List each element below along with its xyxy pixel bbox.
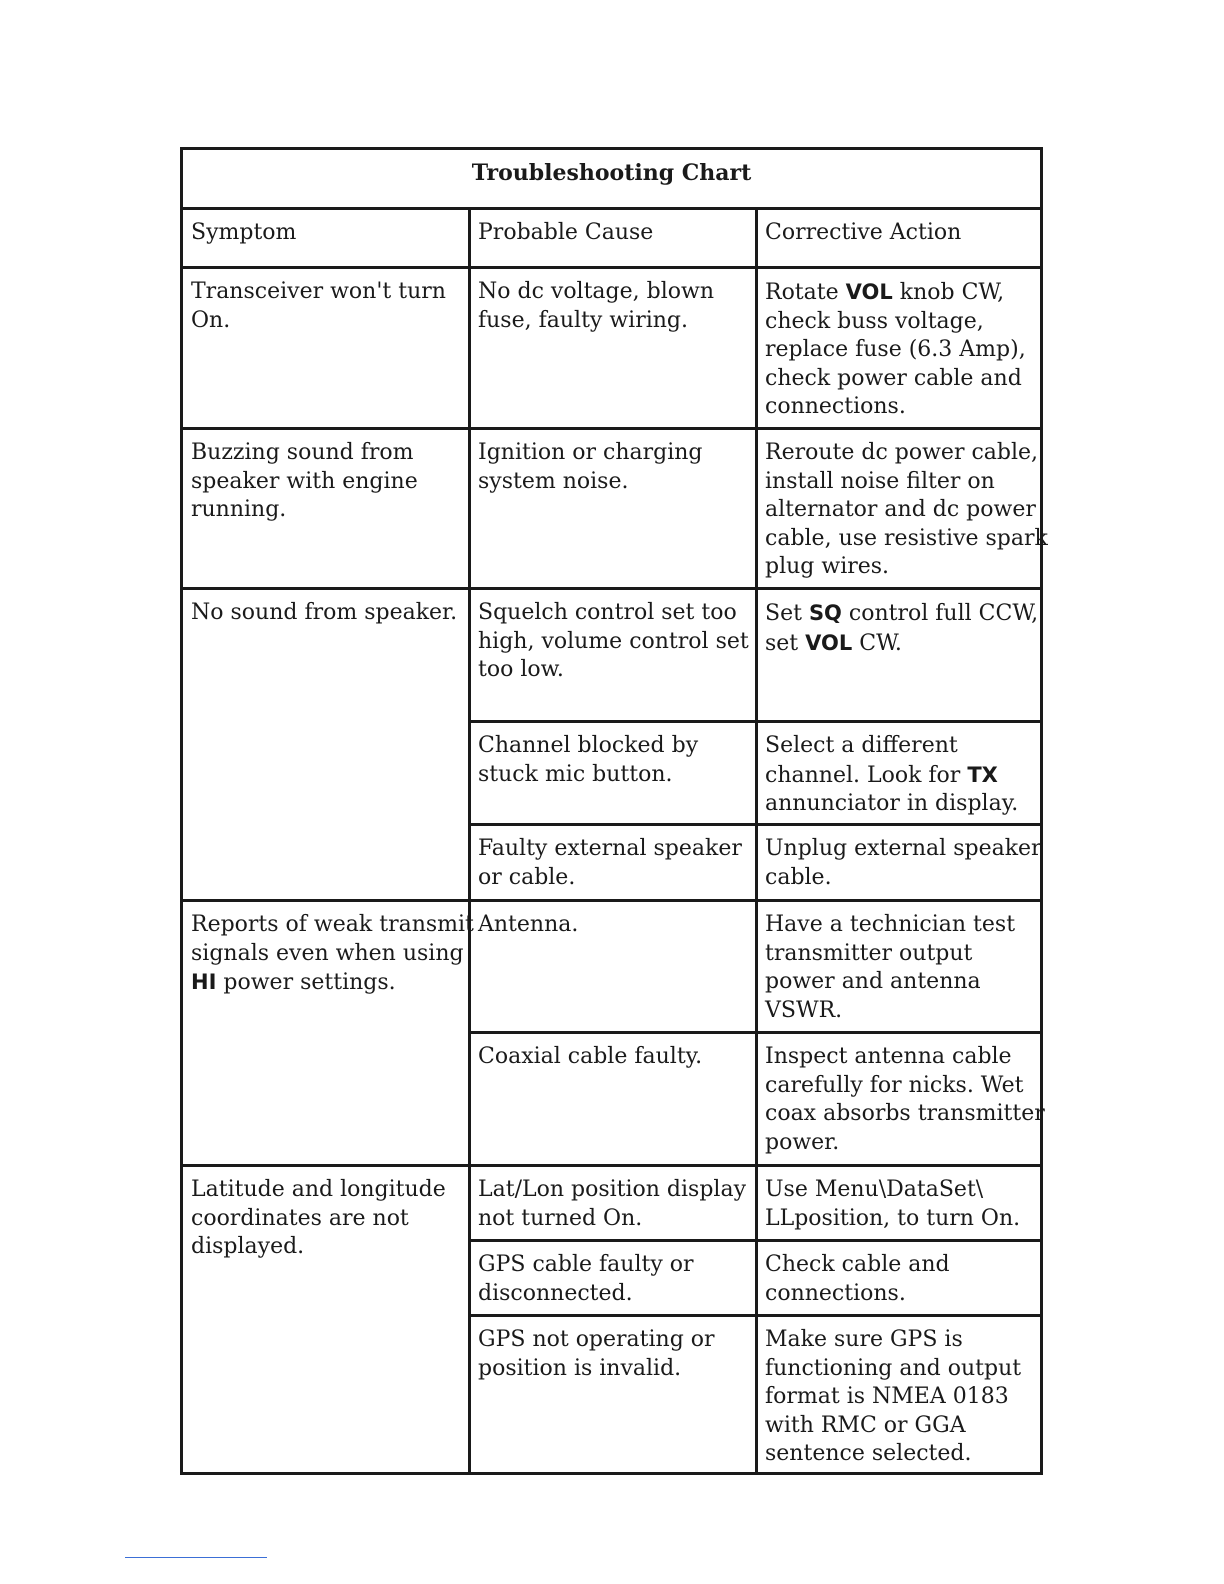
action-cell: Inspect antenna cable carefully for nicks. Wet coax absorbs transmitter power. <box>765 1044 1045 1155</box>
header-symptom: Symptom <box>191 220 297 245</box>
hi-keyword: HI <box>191 970 217 994</box>
divider <box>183 899 1040 902</box>
symptom-cell: Transceiver won't turn On. <box>191 279 446 333</box>
vol-keyword: VOL <box>805 630 853 655</box>
action-cell: Have a technician test transmitter output power and antenna VSWR. <box>765 912 1016 1023</box>
action-cell: Use Menu\DataSet\ LLposition, to turn On. <box>765 1177 1021 1231</box>
cause-cell: Squelch control set too high, volume control set too low. <box>478 600 749 682</box>
cause-cell: GPS cable faulty or disconnected. <box>478 1252 694 1306</box>
cause-cell: Coaxial cable faulty. <box>478 1044 703 1069</box>
symptom-cell: Buzzing sound from speaker with engine running. <box>191 440 418 522</box>
chart-title: Troubleshooting Chart <box>471 160 752 186</box>
cause-cell: Channel blocked by stuck mic button. <box>478 733 699 787</box>
cause-cell: Faulty external speaker or cable. <box>478 836 742 890</box>
header-corrective-action: Corrective Action <box>765 220 962 245</box>
header-probable-cause: Probable Cause <box>478 220 654 245</box>
divider <box>183 266 1040 269</box>
divider <box>183 587 1040 590</box>
vol-keyword: VOL <box>845 280 893 304</box>
divider <box>183 1164 1040 1167</box>
action-cell: Check cable and connections. <box>765 1252 950 1306</box>
cause-cell: Lat/Lon position display not turned On. <box>478 1177 747 1231</box>
symptom-cell: Latitude and longitude coordinates are not displayed. <box>191 1177 446 1259</box>
action-cell: Reroute dc power cable, install noise filter on alternator and dc power cable, use resistive spark plug wires. <box>765 440 1048 579</box>
cause-cell: No dc voltage, blown fuse, faulty wiring. <box>478 279 715 333</box>
cause-cell: Antenna. <box>478 912 579 937</box>
footnote-rule <box>125 1557 267 1558</box>
divider <box>183 207 1040 210</box>
cause-cell: GPS not operating or position is invalid. <box>478 1327 715 1381</box>
action-cell: Rotate VOL knob CW, check buss voltage, replace fuse (6.3 Amp), check power cable and connections. <box>765 280 1026 419</box>
action-cell: Unplug external speaker cable. <box>765 836 1042 890</box>
divider <box>468 207 471 1472</box>
divider <box>183 427 1040 430</box>
divider <box>755 207 758 1472</box>
symptom-cell: Reports of weak transmit signals even when using HI power settings. <box>191 912 474 995</box>
action-cell: Make sure GPS is functioning and output format is NMEA 0183 with RMC or GGA sentence selected. <box>765 1327 1022 1466</box>
troubleshooting-chart <box>180 147 1048 1475</box>
sq-keyword: SQ <box>808 601 842 625</box>
action-cell: Select a different channel. Look for TX annunciator in display. <box>765 733 1019 816</box>
symptom-cell: No sound from speaker. <box>191 600 458 625</box>
tx-keyword: TX <box>967 762 998 787</box>
action-cell: Set SQ control full CCW, set VOL CW. <box>765 601 1039 656</box>
cause-cell: Ignition or charging system noise. <box>478 440 703 494</box>
